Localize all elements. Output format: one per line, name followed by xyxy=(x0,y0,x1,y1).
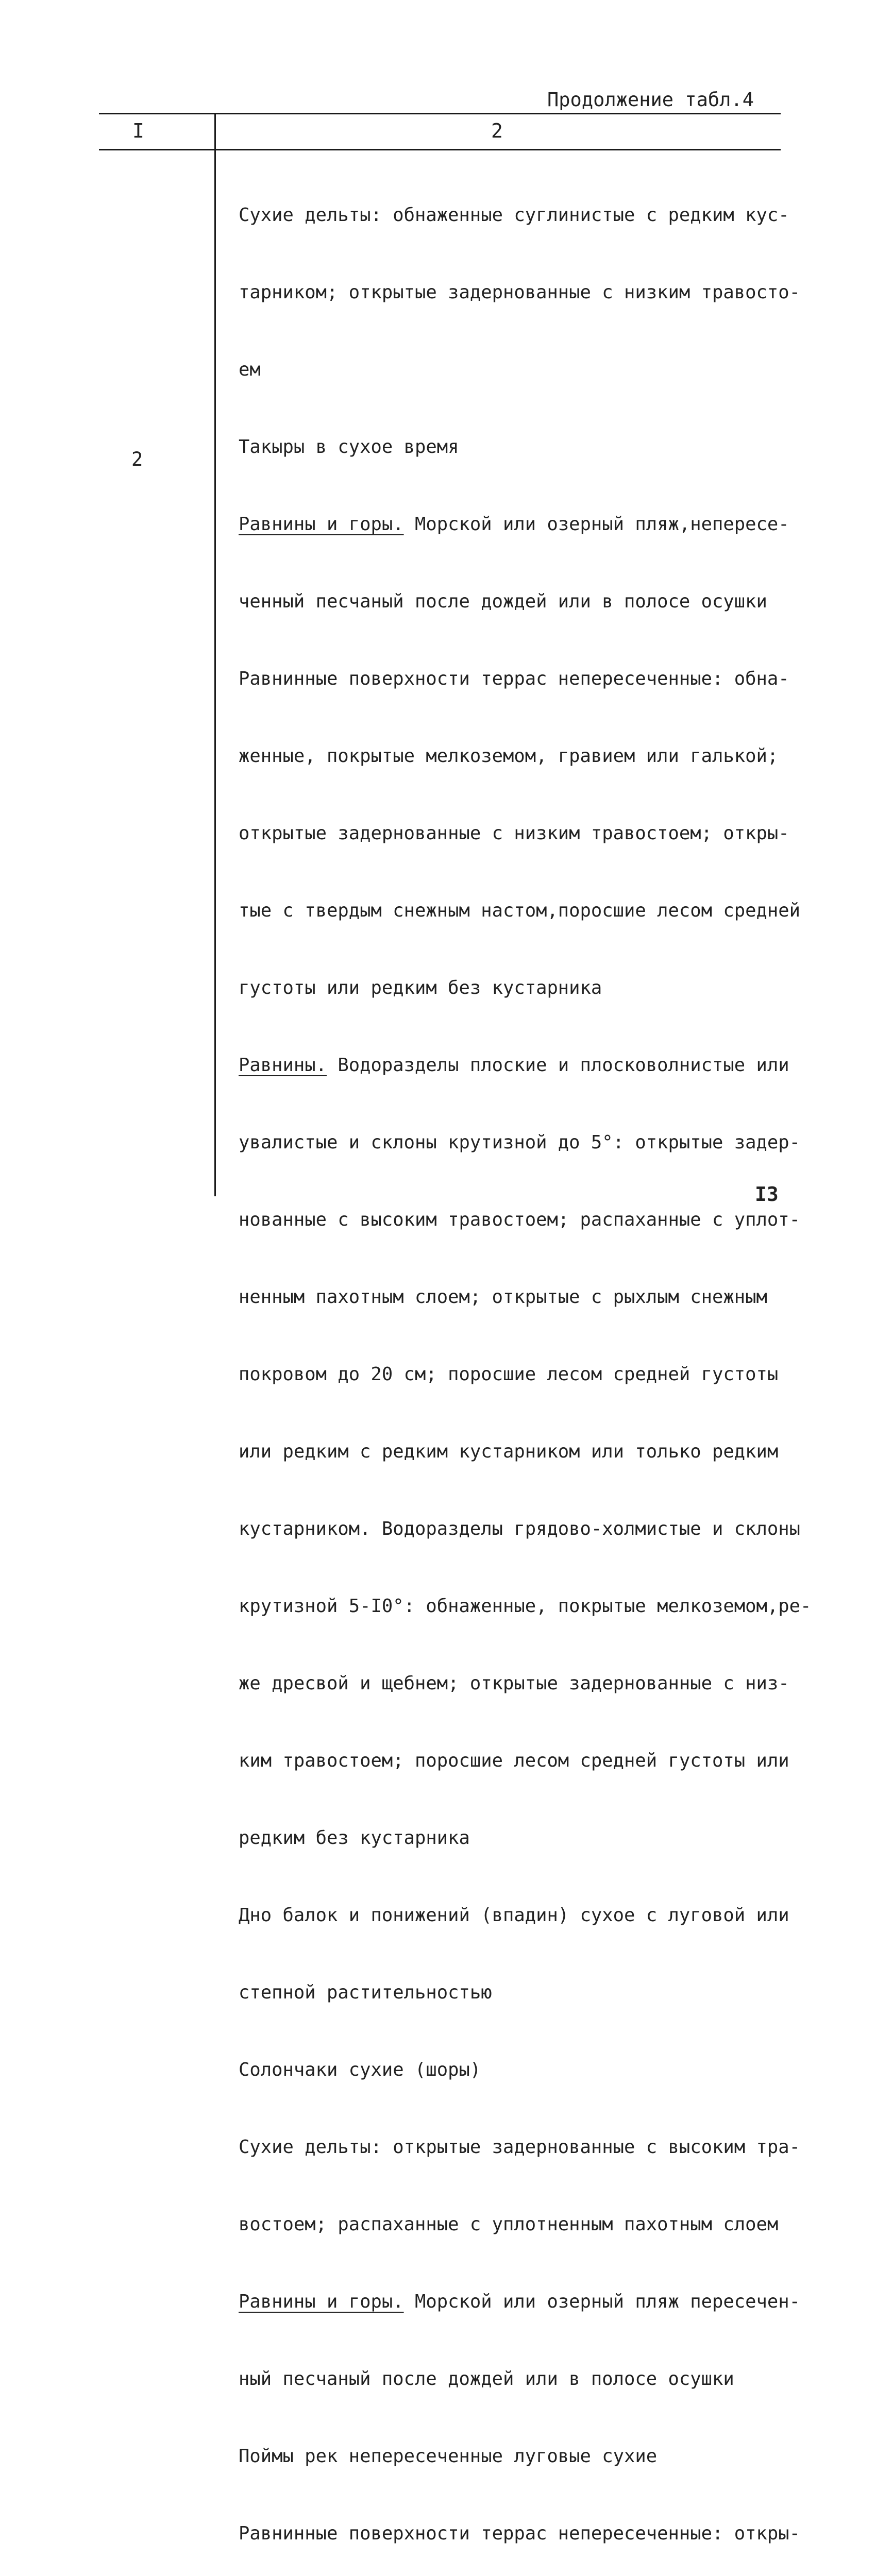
text-line-underlined-heading xyxy=(239,2289,801,2315)
underlined-heading: Равнины и горы. xyxy=(239,514,404,535)
text-line: увалистые и склоны крутизной до 5°: открытые задер- xyxy=(239,1132,801,1153)
heading-continuation: Водоразделы плоские и плосковолнистые или xyxy=(326,1055,789,1076)
text-line: или редким с редким кустарником или только редким xyxy=(239,1441,779,1462)
text-line: ный песчаный после дождей или в полосе осушки xyxy=(239,2368,734,2389)
table-header-col2: 2 xyxy=(491,120,503,142)
text-line: ем xyxy=(239,359,261,380)
text-line: Равнинные поверхности террас непересеченные: откры- xyxy=(239,2523,801,2544)
text-line: Поймы рек непересеченные луговые сухие xyxy=(239,2446,658,2467)
text-line-underlined-heading xyxy=(239,512,795,537)
text-line: ким травостоем; поросшие лесом средней густоты или xyxy=(239,1750,789,1771)
text-line: редким без кустарника xyxy=(239,1827,470,1849)
text-line: Такыры в сухое время xyxy=(239,436,459,457)
table-caption: Продолжение табл.4 xyxy=(547,89,754,111)
row-number-2: 2 xyxy=(131,448,143,470)
text-line: же дресвой и щебнем; открытые задернованные с низ- xyxy=(239,1673,789,1694)
text-line: Сухие дельты: обнаженные суглинистые с редким кус- xyxy=(239,205,789,226)
text-line: Равнинные поверхности террас непересеченные: обна- xyxy=(239,668,789,689)
text-line: открытые задернованные с низким травостоем; откры- xyxy=(239,823,789,844)
underlined-heading: Равнины. xyxy=(239,1055,327,1076)
text-line-underlined-heading xyxy=(239,1053,795,1078)
text-line: женные, покрытые мелкоземом, гравием или галькой; xyxy=(239,745,779,767)
text-line: густоты или редким без кустарника xyxy=(239,977,602,998)
text-line: востоем; распаханные с уплотненным пахотным слоем xyxy=(239,2214,779,2235)
text-line: степной растительностью xyxy=(239,1982,492,2003)
table-header-col1: I xyxy=(132,120,144,142)
text-line: тые с твердым снежным настом,поросшие лесом средней xyxy=(239,900,801,921)
page-number: I3 xyxy=(755,1183,779,1206)
text-line: кустарником. Водоразделы грядово-холмистые и склоны xyxy=(239,1518,801,1539)
table-header-rule xyxy=(99,149,781,150)
text-line: ненным пахотным слоем; открытые с рыхлым снежным xyxy=(239,1286,767,1308)
text-line: тарником; открытые задернованные с низким травосто- xyxy=(239,282,801,303)
text-line: Солончаки сухие (шоры) xyxy=(239,2059,481,2080)
underlined-heading: Равнины и горы. xyxy=(239,2291,404,2312)
heading-continuation: Морской или озерный пляж,непересе- xyxy=(403,514,789,535)
text-line: Сухие дельты: открытые задернованные с высоким тра- xyxy=(239,2137,801,2158)
heading-continuation: Морской или озерный пляж пересечен- xyxy=(403,2291,801,2312)
table-body-text xyxy=(239,151,812,2576)
text-line: покровом до 20 см; поросшие лесом средней густоты xyxy=(239,1364,779,1385)
text-line: ченный песчаный после дождей или в полосе осушки xyxy=(239,591,767,612)
table-column-divider xyxy=(214,113,216,1196)
text-line: Дно балок и понижений (впадин) сухое с луговой или xyxy=(239,1905,789,1926)
table-top-rule xyxy=(99,113,781,114)
text-line: крутизной 5-I0°: обнаженные, покрытые мелкоземом,ре- xyxy=(239,1596,812,1617)
text-line: нованные с высоким травостоем; распаханные с уплот- xyxy=(239,1209,801,1230)
